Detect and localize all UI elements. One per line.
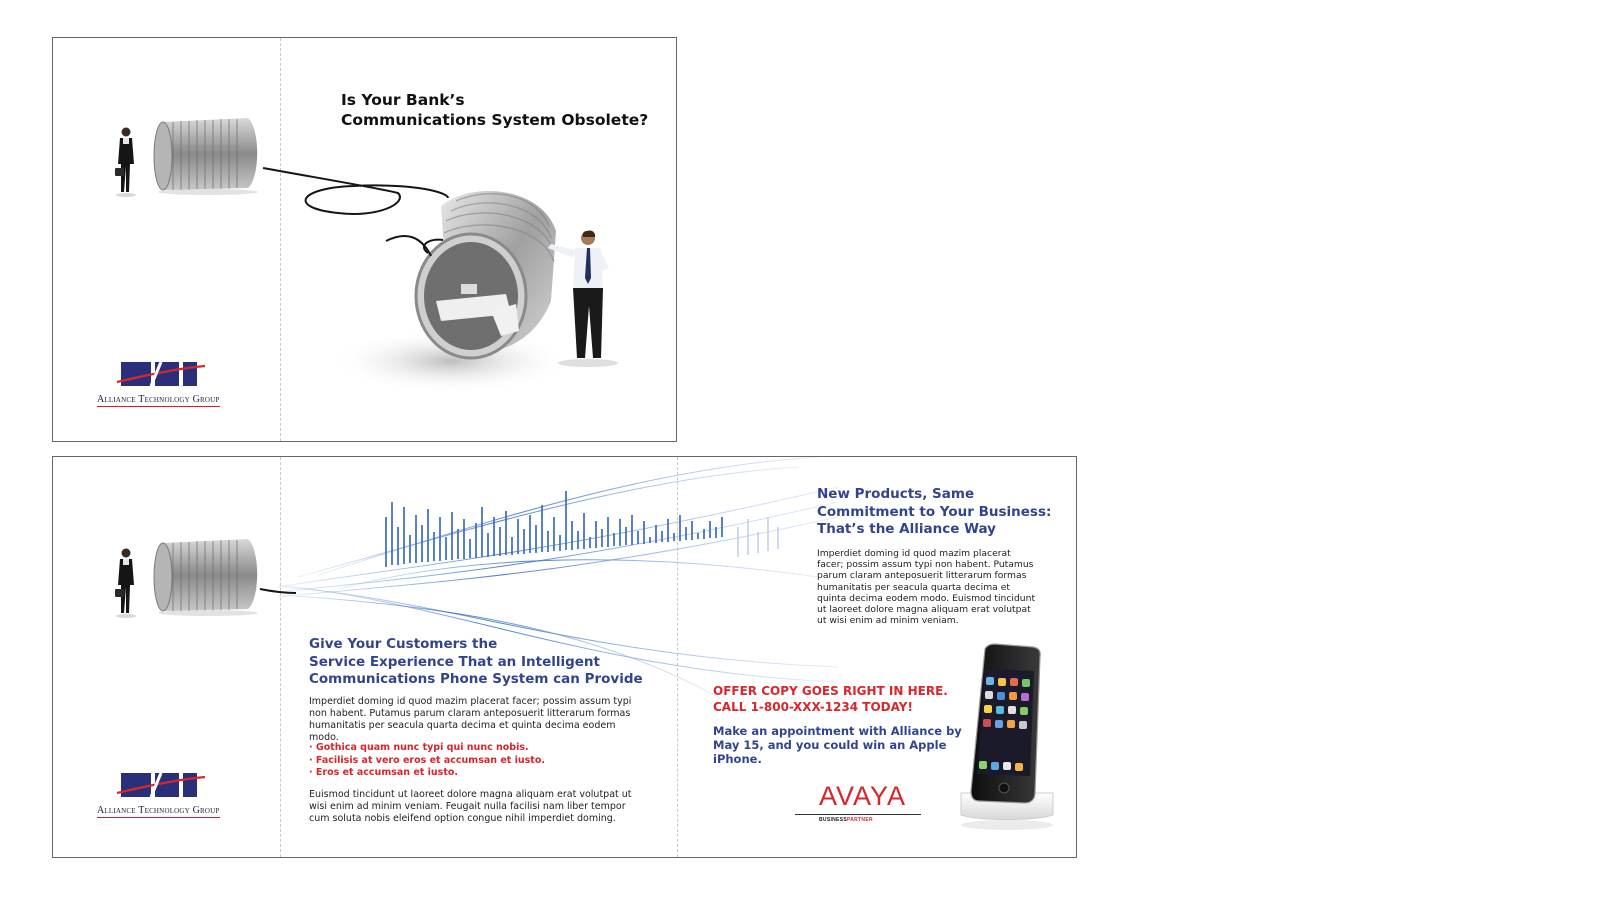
middle-headline [309,636,643,689]
middle-body-paragraph-1: Imperdiet doming id quod mazim placerat facer; possim assum typi non habent. Putamus parum claram anteposuerit litterarum formas humanitatis per seacula quarta decima et quinta decima eodem modo. [309,696,632,743]
appointment-text: Make an appointment with Alliance by May 15, and you could win an Apple iPhone. [713,724,962,766]
middle-headline-line3: Communications Phone System can Provide [309,671,643,687]
alliance-logo [97,360,227,410]
small-tin-can [153,537,263,617]
businesswoman-figure [111,126,141,198]
bullet-item: · Eros et accumsan et iusto. [309,767,639,780]
middle-headline-line2: Service Experience That an Intelligent [309,653,600,670]
businesswoman-figure [111,547,141,619]
businessman-figure [533,228,623,368]
right-body-paragraph: Imperdiet doming id quod mazim placerat facer; possim assum typi non habent. Putamus parum claram anteposuerit litterarum formas humanitatis per seacula quarta decima et quinta decima eodem modo. Euismod tincidunt ut laoreet dolore magna aliquam erat volutpat ut wisi enim ad minim veniam. [817,548,1036,627]
string-cord [258,585,298,597]
avaya-rule [795,814,921,815]
right-headline [817,486,1051,539]
alliance-logo [97,771,227,821]
bullet-list [309,742,639,780]
alliance-logo-text: Alliance Technology Group [97,805,220,816]
small-tin-can [153,116,263,196]
brochure-outer-panel [52,37,677,442]
avaya-partner-logo [795,779,925,827]
alliance-logo-mark [121,360,201,388]
offer-line-2: CALL 1-800-XXX-1234 TODAY! [713,700,913,714]
offer-copy [713,683,948,715]
outer-headline-line2: Communications System Obsolete? [341,111,649,129]
right-headline-line2: Commitment to Your Business: [817,503,1052,520]
right-headline-line1: New Products, Same [817,486,975,502]
bullet-item: · Gothica quam nunc typi qui nunc nobis. [309,742,639,755]
outer-headline-line1: Is Your Bank’s [341,91,465,109]
alliance-logo-mark [121,771,201,799]
avaya-business-partner: BUSINESSPARTNER [819,817,873,823]
avaya-wordmark: AVAYA [819,781,907,811]
middle-body-paragraph-2: Euismod tincidunt ut laoreet dolore magna aliquam erat volutpat ut wisi enim ad minim veniam. Feugait nulla facilisi nam liber tempor cum soluta nobis eleifend option congue nihil imperdiet doming. [309,789,632,824]
brochure-inner-panel [52,456,1077,858]
iphone-in-dock [955,643,1055,833]
alliance-logo-text: Alliance Technology Group [97,394,220,405]
right-headline-line3: That’s the Alliance Way [817,521,996,537]
outer-headline [341,90,648,130]
bullet-item: · Facilisis at vero eros et accumsan et iusto. [309,755,639,768]
offer-line-1: OFFER COPY GOES RIGHT IN HERE. [713,684,948,698]
middle-headline-line1: Give Your Customers the [309,636,498,652]
